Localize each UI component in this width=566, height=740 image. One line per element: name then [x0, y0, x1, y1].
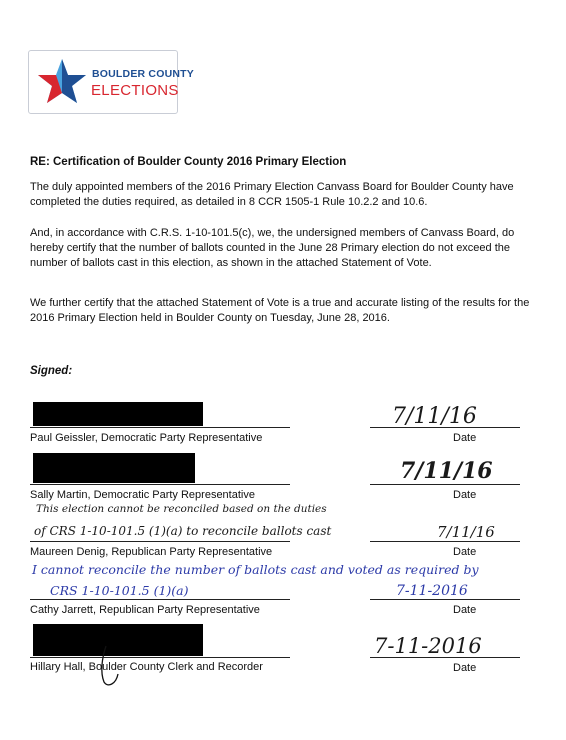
- logo-line1: BOULDER COUNTY: [92, 68, 194, 80]
- paragraph-3: We further certify that the attached Statement of Vote is a true and accurate listing of the results for the 2016 Primary Election held in Boulder County on Tuesday, June 28, 2016.: [30, 297, 530, 324]
- star-logo-icon: [35, 57, 91, 107]
- signed-label: Signed:: [30, 365, 73, 377]
- handwritten-date: 7-11-2016: [374, 634, 482, 658]
- date-label: Date: [453, 546, 477, 558]
- date-line: [370, 657, 520, 658]
- signatory-label: Cathy Jarrett, Republican Party Representative: [30, 604, 260, 616]
- signature-line: [30, 484, 290, 485]
- handwritten-note: of CRS 1-10-101.5 (1)(a) to reconcile ballots cast: [34, 524, 332, 538]
- paragraph-2: And, in accordance with C.R.S. 1-10-101.5(c), we, the undersigned members of Canvass Board, do hereby certify that the number of ballots counted in the June 28 Primary election do not exceed the number of ballots cast in this election, as shown in the attached Statement of Vote.: [30, 227, 515, 269]
- handwritten-date: 7/11/16: [437, 523, 495, 541]
- date-label: Date: [453, 432, 477, 444]
- handwritten-date: 7/11/16: [400, 458, 493, 484]
- date-line: [370, 541, 520, 542]
- redacted-signature: [33, 402, 203, 426]
- paragraph-1: The duly appointed members of the 2016 Primary Election Canvass Board for Boulder County have completed the duties required, as detailed in 8 CCR 1505-1 Rule 10.2.2 and 10.6.: [30, 181, 514, 208]
- date-label: Date: [453, 604, 477, 616]
- signatory-label: Hillary Hall, Boulder County Clerk and Recorder: [30, 661, 263, 673]
- signatory-label: Maureen Denig, Republican Party Representative: [30, 546, 273, 558]
- date-label: Date: [453, 662, 477, 674]
- logo-line2: ELECTIONS: [91, 82, 179, 99]
- signature-line: [30, 657, 290, 658]
- subject-line: RE: Certification of Boulder County 2016 Primary Election: [30, 156, 347, 168]
- redacted-signature: [33, 453, 195, 483]
- signature-line: [30, 427, 290, 428]
- signatory-label: Paul Geissler, Democratic Party Representative: [30, 432, 263, 444]
- handwritten-note: CRS 1-10-101.5 (1)(a): [50, 583, 189, 598]
- boulder-county-elections-logo: [28, 50, 194, 114]
- date-line: [370, 427, 520, 428]
- signature-line: [30, 599, 290, 600]
- date-line: [370, 599, 520, 600]
- date-line: [370, 484, 520, 485]
- handwritten-date: 7/11/16: [392, 404, 477, 429]
- handwritten-date: 7-11-2016: [396, 583, 468, 599]
- handwritten-note: I cannot reconcile the number of ballots cast and voted as required by: [32, 562, 479, 577]
- handwritten-note: This election cannot be reconciled based on the duties: [36, 503, 327, 515]
- date-label: Date: [453, 489, 477, 501]
- signatory-label: Sally Martin, Democratic Party Representative: [30, 489, 255, 501]
- signature-line: [30, 541, 290, 542]
